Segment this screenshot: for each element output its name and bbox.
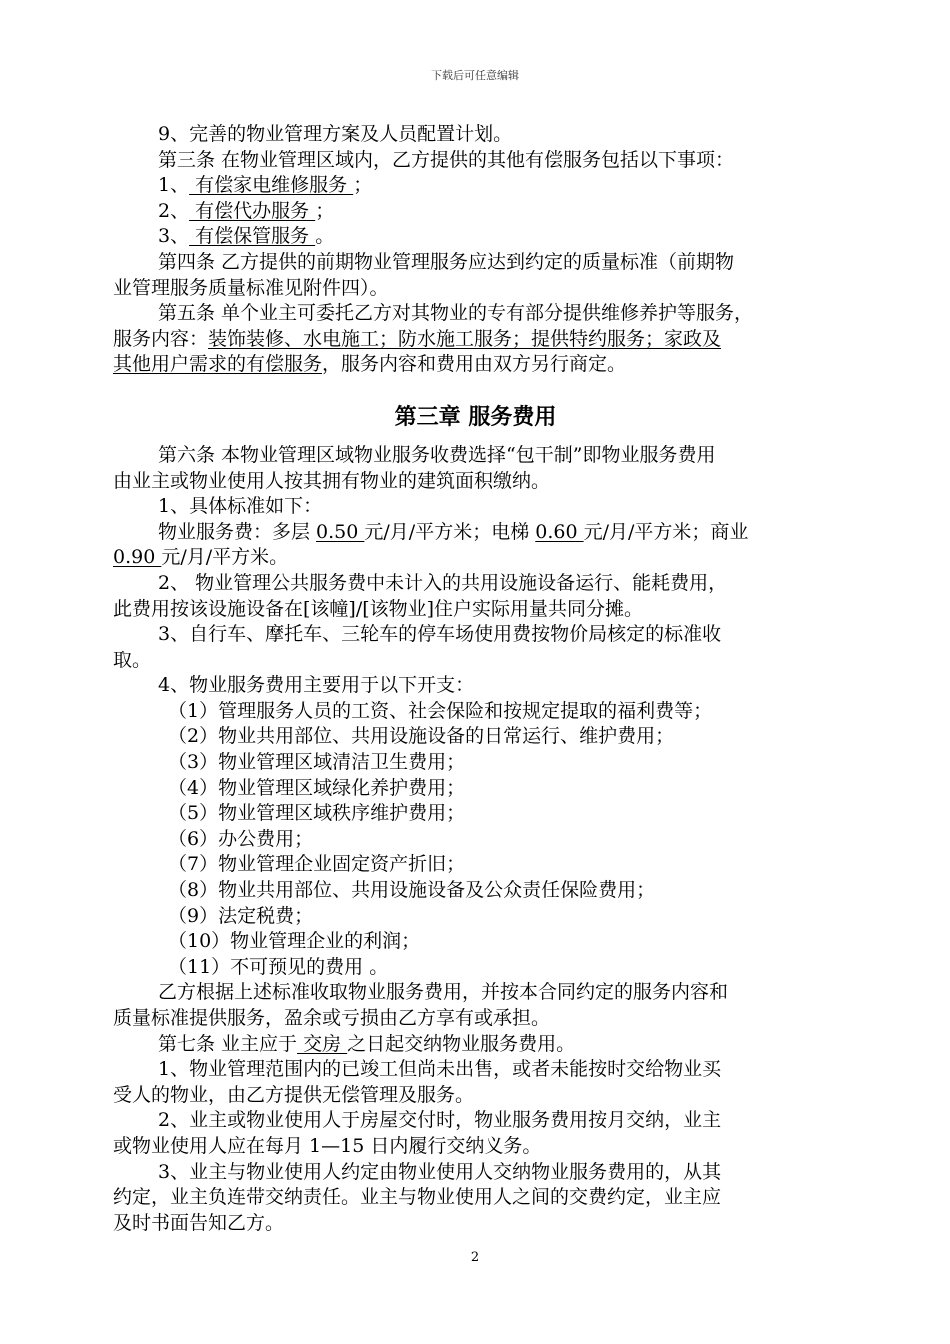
fee-standard-line: 物业服务费：多层 0.50 元/月/平方米；电梯 0.60 元/月/平方米；商业 bbox=[158, 520, 749, 543]
service-item-3: 3、 有偿保管服务 。 bbox=[158, 225, 335, 248]
text-line: 其他用户需求的有偿服务，服务内容和费用由双方另行商定。 bbox=[113, 353, 627, 376]
document-body bbox=[113, 122, 838, 1236]
text-line: 乙方根据上述标准收取物业服务费用，并按本合同约定的服务内容和 bbox=[158, 981, 729, 1004]
service-item-2: 2、 有偿代办服务 ； bbox=[158, 199, 335, 222]
text-line: 受人的物业，由乙方提供无偿管理及服务。 bbox=[113, 1083, 475, 1106]
text-line: 此费用按该设施设备在[该幢]/[该物业]住户实际用量共同分摊。 bbox=[113, 597, 644, 620]
expense-item: （11）不可预见的费用 。 bbox=[168, 955, 389, 978]
article-6-line: 第六条 本物业管理区域物业服务收费选择“包干制”即物业服务费用 bbox=[158, 443, 716, 466]
text-line: 或物业使用人应在每月 1—15 日内履行交纳义务。 bbox=[113, 1134, 542, 1157]
page-header: 下载后可任意编辑 bbox=[431, 69, 519, 82]
expense-item: （10）物业管理企业的利润； bbox=[168, 930, 421, 953]
expense-item: （7）物业管理企业固定资产折旧； bbox=[168, 853, 466, 876]
text-line: 取。 bbox=[113, 648, 152, 671]
text-line: 及时书面告知乙方。 bbox=[113, 1211, 285, 1234]
expense-item: （8）物业共用部位、共用设施设备及公众责任保险费用； bbox=[168, 879, 656, 902]
text-line: 质量标准提供服务，盈余或亏损由乙方享有或承担。 bbox=[113, 1007, 551, 1029]
text-line: 3、业主与物业使用人约定由物业使用人交纳物业服务费用的，从其 bbox=[158, 1160, 722, 1183]
expense-item: （1）管理服务人员的工资、社会保险和按规定提取的福利费等； bbox=[168, 699, 713, 722]
service-item-1: 1、 有偿家电维修服务 ； bbox=[158, 174, 373, 197]
text-line: 服务内容：装饰装修、水电施工；防水施工服务；提供特约服务；家政及 bbox=[113, 327, 722, 350]
page-number: 2 bbox=[470, 1250, 480, 1265]
chapter-title: 第三章 服务费用 bbox=[394, 404, 557, 430]
text-line: 0.90 元/月/平方米。 bbox=[113, 546, 289, 569]
expense-item: （2）物业共用部位、共用设施设备的日常运行、维护费用； bbox=[168, 725, 675, 748]
expense-item: （5）物业管理区域秩序维护费用； bbox=[168, 802, 466, 825]
text-line: 由业主或物业使用人按其拥有物业的建筑面积缴纳。 bbox=[113, 469, 551, 492]
text-line: 业管理服务质量标准见附件四）。 bbox=[113, 276, 389, 299]
text-line: 9、完善的物业管理方案及人员配置计划。 bbox=[158, 123, 513, 145]
text-line: 1、具体标准如下： bbox=[158, 495, 323, 518]
article-4-line: 第四条 乙方提供的前期物业管理服务应达到约定的质量标准（前期物 bbox=[158, 250, 735, 273]
text-line: 约定，业主负连带交纳责任。业主与物业使用人之间的交费约定，业主应 bbox=[113, 1186, 722, 1209]
expense-item: （3）物业管理区域清洁卫生费用； bbox=[168, 751, 466, 774]
article-7-line: 第七条 业主应于 交房 之日起交纳物业服务费用。 bbox=[158, 1032, 576, 1055]
text-line: 2、业主或物业使用人于房屋交付时，物业服务费用按月交纳，业主 bbox=[158, 1109, 722, 1132]
text-line: 4、物业服务费用主要用于以下开支： bbox=[158, 674, 475, 697]
text-line: 1、物业管理范围内的已竣工但尚未出售，或者未能按时交给物业买 bbox=[158, 1058, 722, 1081]
article-3-line: 第三条 在物业管理区域内，乙方提供的其他有偿服务包括以下事项： bbox=[158, 148, 735, 171]
text-line: 2、 物业管理公共服务费中未计入的共用设施设备运行、能耗费用， bbox=[158, 571, 728, 594]
expense-item: （6）办公费用； bbox=[168, 827, 314, 850]
expense-item: （9）法定税费； bbox=[168, 904, 314, 927]
expense-item: （4）物业管理区域绿化养护费用； bbox=[168, 776, 466, 799]
text-line: 3、自行车、摩托车、三轮车的停车场使用费按物价局核定的标准收 bbox=[158, 623, 722, 646]
article-5-line: 第五条 单个业主可委托乙方对其物业的专有部分提供维修养护等服务， bbox=[158, 302, 754, 325]
